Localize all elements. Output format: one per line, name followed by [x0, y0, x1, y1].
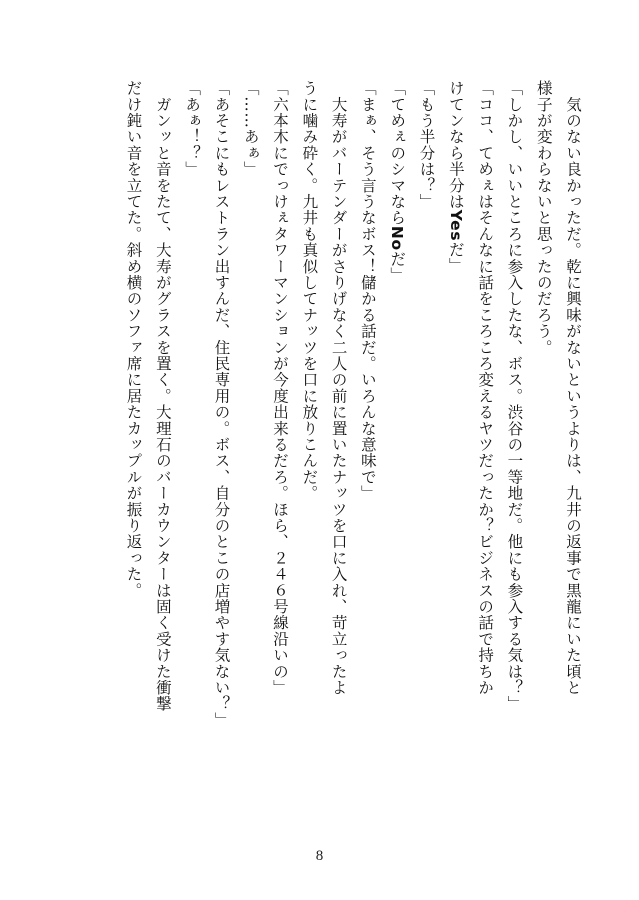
text-segment: 「あぁ！？」	[183, 80, 202, 178]
text-line	[118, 80, 147, 840]
text-segment: 「六本木にでっけぇタワーマンションが今度出来るだろ。ほら、２４６号線沿いの」	[271, 80, 290, 696]
text-line	[235, 80, 264, 840]
text-line	[382, 80, 411, 840]
text-segment: 気のない良かっただ。乾に興味がないというよりは、九井の返事で黒龍にいた頃と	[564, 80, 582, 696]
text-line	[558, 80, 587, 840]
latin-word: Yes	[446, 209, 465, 242]
text-segment: 「ココ、てめぇはそんなに話をころころ変えるヤツだったか？ビジネスの話で持ちか	[476, 80, 495, 696]
text-segment: 「しかし、いいところに参入したな、ボス。渋谷の一等地だ。他にも参入する気は？」	[505, 80, 524, 712]
latin-word: No	[388, 225, 407, 251]
vertical-text-body	[47, 80, 587, 840]
text-line	[470, 80, 499, 840]
text-segment: 「もう半分は？」	[417, 80, 436, 210]
text-segment: 「……あぁ」	[241, 80, 260, 178]
text-line	[265, 80, 294, 840]
text-segment: 「てめぇのシマなら	[388, 80, 407, 226]
text-segment: ガンッと音をたて、大寿がグラスを置く。大理石のバーカウンターは固く受けた衝撃	[153, 80, 172, 712]
text-segment: うに噛み砕く。九井も真似してナッツを口に放りこんだ。	[300, 80, 319, 502]
text-segment: だ」	[388, 250, 407, 284]
page-number: 8	[315, 848, 324, 864]
text-line	[294, 80, 323, 840]
text-segment: 「あそこにもレストラン出すんだ、住民専用の。ボス、自分のとこの店増やす気ない？」	[212, 80, 231, 728]
text-line	[206, 80, 235, 840]
text-line	[528, 80, 557, 840]
text-line	[177, 80, 206, 840]
text-line	[148, 80, 177, 840]
text-segment: 様子が変わらないと思ったのだろう。	[534, 80, 553, 356]
text-segment: けてンなら半分は	[446, 80, 465, 210]
text-segment: だ」	[446, 241, 465, 274]
text-line	[411, 80, 440, 840]
text-line	[353, 80, 382, 840]
text-line	[441, 80, 470, 840]
text-line	[323, 80, 352, 840]
text-segment: 「まぁ、そう言うなボス！儲かる話だ。いろんな意味で」	[358, 80, 377, 502]
text-segment: だけ鈍い音を立てた。斜め横のソファ席に居たカップルが振り返った。	[124, 80, 143, 599]
text-line	[499, 80, 528, 840]
text-segment: 大寿がバーテンダーがさりげなく二人の前に置いたナッツを口に入れ、苛立ったよ	[329, 80, 348, 696]
